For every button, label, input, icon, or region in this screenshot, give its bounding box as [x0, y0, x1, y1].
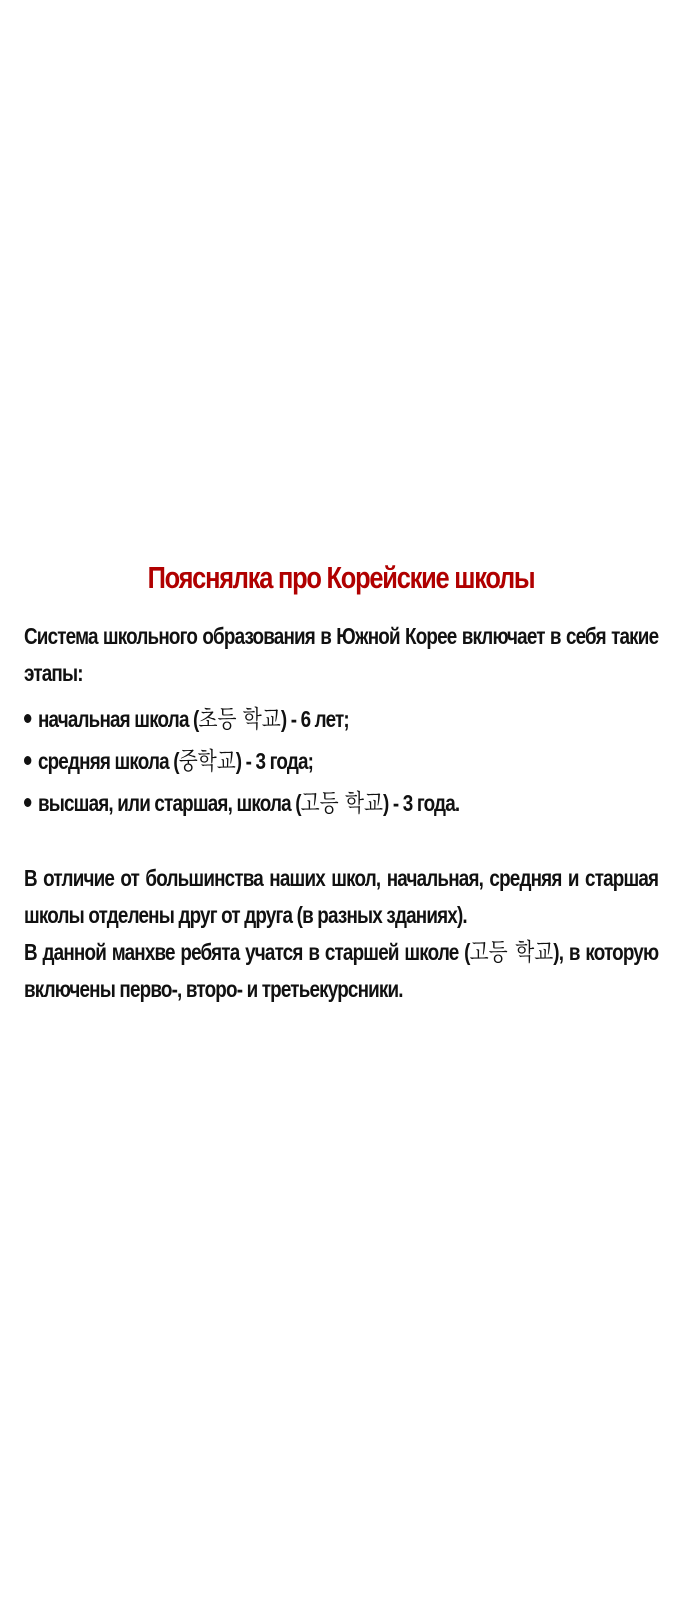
page-title: Пояснялка про Корейские школы: [147, 560, 535, 595]
comparison-paragraph: В отличие от большинства наших школ, начальная, средняя и старшая школы отделены друг от друга (в разных зданиях).: [24, 865, 659, 928]
korean-term: 초등 학교: [198, 705, 281, 733]
stage-duration: ) - 6 лет;: [280, 706, 349, 732]
korean-term: 고등 학교: [300, 789, 383, 817]
bullet-icon: [24, 714, 31, 723]
manhwa-text-end: ), в которую включены перво-, второ- и третьекурсники.: [24, 939, 659, 1002]
stage-duration: ) - 3 года;: [235, 748, 314, 774]
manhwa-text: В данной манхве ребята учатся в старшей школе (: [24, 939, 470, 965]
bullet-icon: [24, 798, 31, 807]
intro-paragraph: Система школьного образования в Южной Корее включает в себя такие этапы:: [24, 623, 659, 686]
stage-duration: ) - 3 года.: [382, 790, 460, 816]
school-stages-list: [24, 698, 658, 824]
spacer: [24, 824, 658, 860]
bullet-icon: [24, 756, 31, 765]
manhwa-paragraph: [24, 934, 658, 1008]
explanation-block: [24, 560, 658, 1008]
korean-term: 고등 학교: [469, 938, 554, 966]
list-item-elementary-school: [24, 698, 658, 740]
stage-text: средняя школа (: [37, 748, 179, 774]
korean-term: 중학교: [178, 747, 236, 775]
body-text: [24, 618, 658, 1008]
stage-text: начальная школа (: [37, 706, 199, 732]
list-item-high-school: [24, 782, 658, 824]
stage-text: высшая, или старшая, школа (: [37, 790, 301, 816]
list-item-middle-school: [24, 740, 658, 782]
